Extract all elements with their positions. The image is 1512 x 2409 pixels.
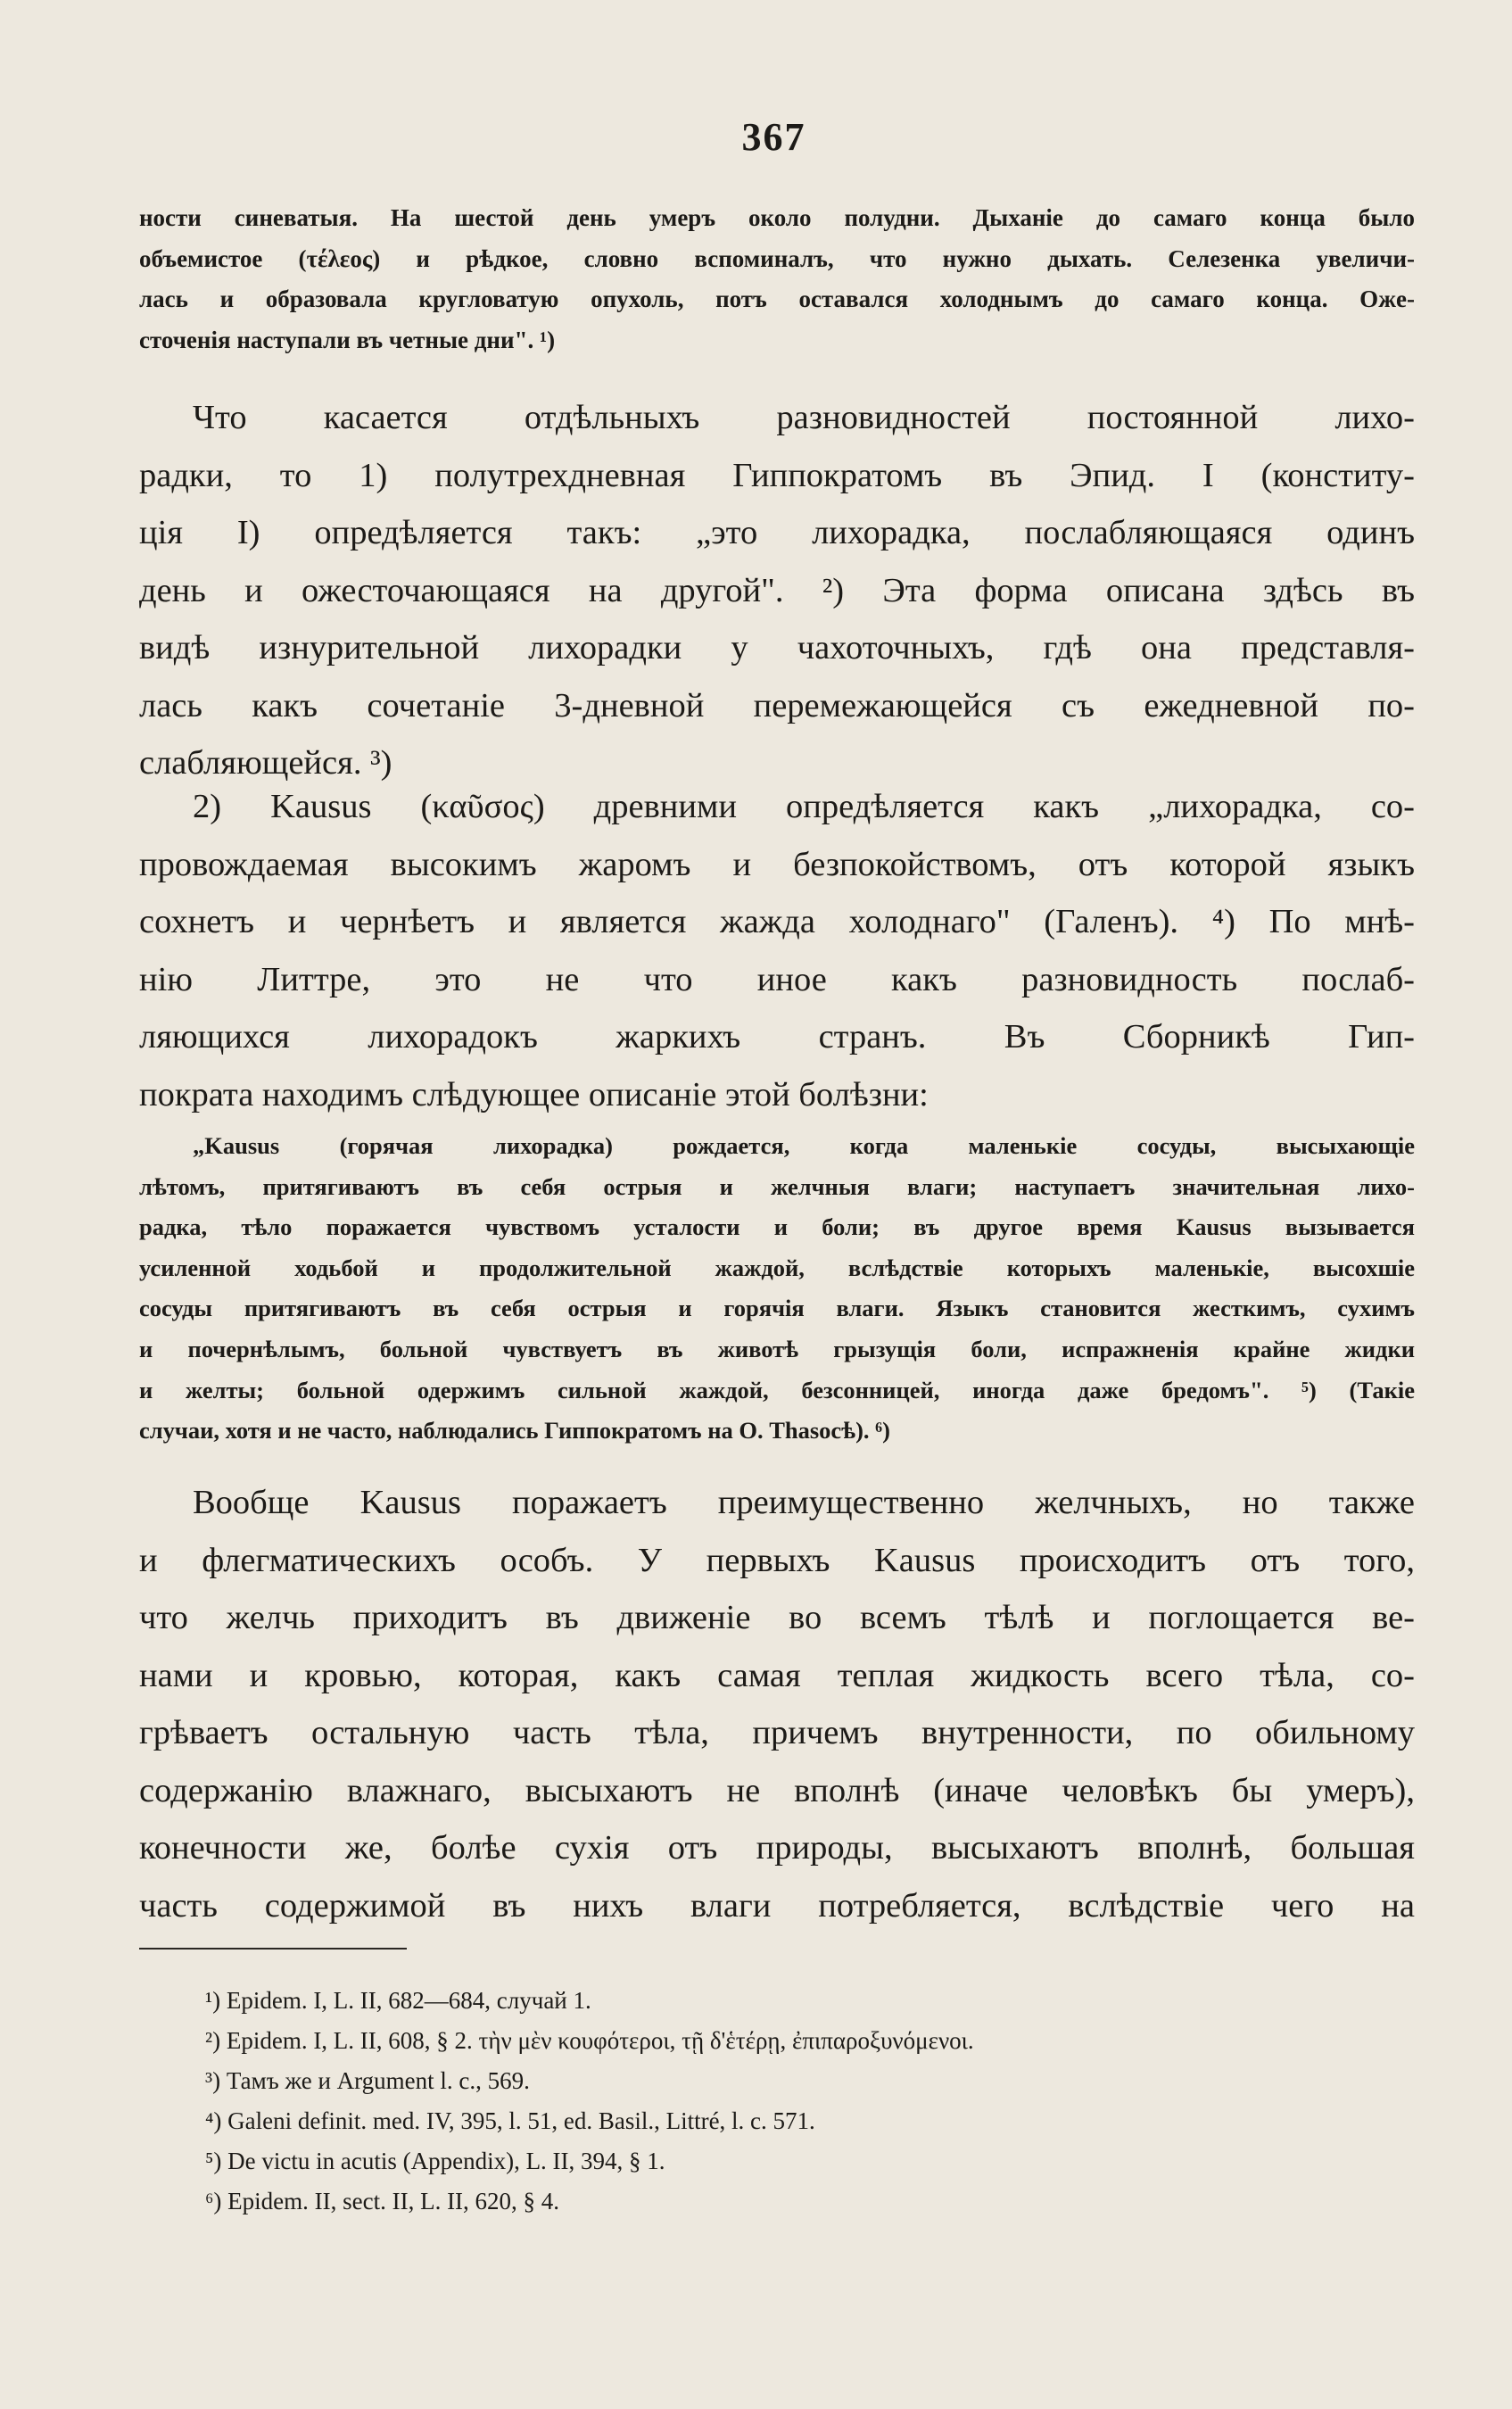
footnote: ⁴) Galeni definit. med. IV, 395, l. 51, ed. Basil., Littré, l. c. 571. (205, 2107, 815, 2134)
text-line: грѣваетъ остальную часть тѣла, причемъ внутренности, по обильному (139, 1714, 1415, 1751)
text-line: и почернѣлымъ, больной чувствуетъ въ животѣ грызущія боли, испражненія крайне жидки (139, 1335, 1415, 1362)
text-line: нію Литтре, это не что иное какъ разновидность послаб- (139, 960, 1415, 998)
text-line: „Kausus (горячая лихорадка) рождается, когда маленькіе сосуды, высыхающіе (193, 1132, 1415, 1159)
paragraph-semitertian (139, 389, 1415, 792)
text-line: радка, тѣло поражается чувствомъ усталости и боли; въ другое время Kausus вызывается (139, 1213, 1415, 1241)
footnote: ⁶) Epidem. II, sect. II, L. II, 620, § 4. (205, 2188, 560, 2214)
text-line: слабляющейся. ³) (139, 744, 392, 782)
text-line: лась какъ сочетаніе 3-дневной перемежающейся съ ежедневной по- (139, 686, 1415, 724)
page-number: 367 (741, 115, 806, 159)
text-line: сточенія наступали въ четные дни". ¹) (139, 326, 556, 353)
block-quote (139, 1126, 1415, 1452)
footnote: ²) Epidem. I, L. II, 608, § 2. τὴν μὲν κουφότεροι, τῇ δ'ἑτέρῃ, ἐπιπαροξυνόμενοι. (205, 2027, 974, 2054)
text-line: день и ожесточающаяся на другой". ²) Эта форма описана здѣсь въ (139, 571, 1415, 609)
text-line: объемистое (τέλεος) и рѣдкое, словно вспоминалъ, что нужно дыхать. Селезенка увеличи- (139, 244, 1415, 272)
text-line: и желты; больной одержимъ сильной жаждой, безсонницей, иногда даже бредомъ". ⁵) (Такіе (139, 1376, 1415, 1403)
paragraph-kausus (139, 778, 1415, 1123)
text-line: пократа находимъ слѣдующее описаніе этой болѣзни: (139, 1075, 929, 1113)
paragraph-case-end (139, 198, 1415, 360)
text-line: усиленной ходьбой и продолжительной жаждой, вслѣдствіе которыхъ маленькіе, высохшіе (139, 1254, 1415, 1281)
text-line: видѣ изнурительной лихорадки у чахоточныхъ, гдѣ она представля- (139, 629, 1415, 666)
text-line: ція I) опредѣляется такъ: „это лихорадка, послабляющаяся одинъ (139, 514, 1415, 551)
text-line: случаи, хотя и не часто, наблюдались Гиппократомъ на О. Thasoсѣ). ⁶) (139, 1417, 890, 1445)
footnotes (205, 1981, 1427, 2222)
text-line: сосуды притягиваютъ въ себя острыя и горячія влаги. Языкъ становится жесткимъ, сухимъ (139, 1295, 1415, 1322)
text-line: ности синеватыя. На шестой день умеръ около полудни. Дыханіе до самаго конца было (139, 204, 1415, 231)
text-line: что желчь приходитъ въ движеніе во всемъ тѣлѣ и поглощается ве- (139, 1599, 1415, 1636)
text-line: сохнетъ и чернѣетъ и является жажда холоднаго" (Галенъ). ⁴) По мнѣ- (139, 903, 1415, 940)
text-line: конечности же, болѣе сухія отъ природы, высыхаютъ вполнѣ, большая (139, 1829, 1415, 1867)
text-line: Что касается отдѣльныхъ разновидностей постоянной лихо- (193, 399, 1415, 436)
footnote: ¹) Epidem. I, L. II, 682—684, случай 1. (205, 1987, 591, 2014)
text-line: часть содержимой въ нихъ влаги потребляется, вслѣдствіе чего на (139, 1886, 1415, 1925)
text-line: ляющихся лихорадокъ жаркихъ странъ. Въ Сборникѣ Гип- (139, 1018, 1415, 1055)
footnote-divider (139, 1948, 407, 1950)
footnote: ³) Тамъ же и Argument l. c., 569. (205, 2067, 530, 2094)
text-line: и флегматическихъ особъ. У первыхъ Kausus происходитъ отъ того, (139, 1541, 1415, 1579)
text-line: содержанію влажнаго, высыхаютъ не вполнѣ (иначе человѣкъ бы умеръ), (139, 1771, 1415, 1809)
text-line: лѣтомъ, притягиваютъ въ себя острыя и желчныя влаги; наступаетъ значительная лихо- (139, 1172, 1415, 1200)
footnote: ⁵) De victu in acutis (Appendix), L. II, 394, § 1. (205, 2148, 665, 2174)
text-line: Вообще Kausus поражаетъ преимущественно желчныхъ, но также (193, 1484, 1415, 1521)
text-line: нами и кровью, которая, какъ самая теплая жидкость всего тѣла, со- (139, 1656, 1415, 1694)
text-line: 2) Kausus (καῦσος) древними опредѣляется какъ „лихорадка, со- (193, 788, 1415, 825)
text-line: радки, то 1) полутрехдневная Гиппократомъ въ Эпид. I (конститу- (139, 456, 1415, 494)
text-line: лась и образовала кругловатую опухоль, потъ оставался холоднымъ до самаго конца. Ожe- (139, 286, 1415, 313)
paragraph-general (139, 1474, 1415, 1934)
text-line: провождаемая высокимъ жаромъ и безпокойствомъ, отъ которой языкъ (139, 845, 1415, 883)
